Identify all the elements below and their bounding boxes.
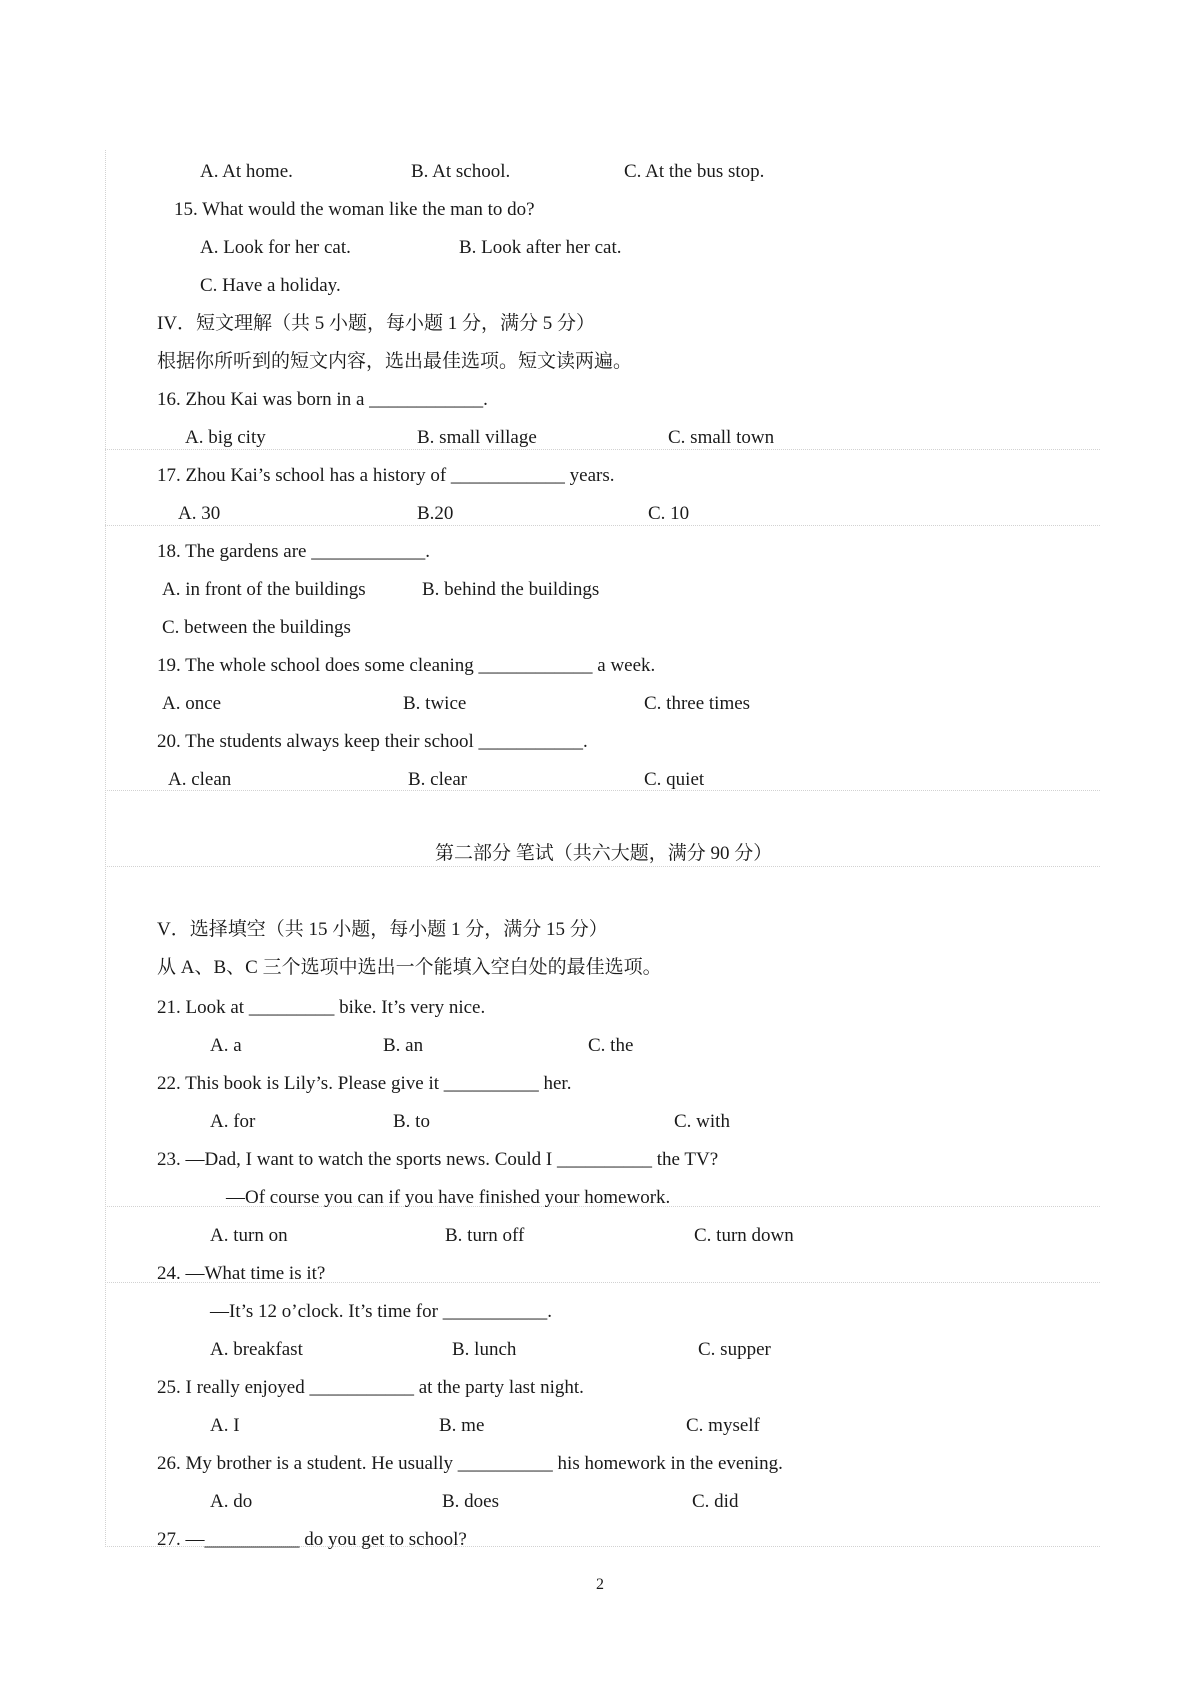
dialogue-reply: —It’s 12 o’clock. It’s time for ___________. <box>210 1301 552 1322</box>
option-text: A. once <box>162 693 222 714</box>
option-text: A. clean <box>168 769 232 790</box>
page-number: 2 <box>596 1576 604 1593</box>
part-title: 第二部分 笔试（共六大题，满分 90 分） <box>435 843 773 864</box>
option-text: A. a <box>210 1035 242 1056</box>
option-text: B. me <box>439 1415 485 1436</box>
option-text: C. turn down <box>694 1225 794 1246</box>
option-text: B. Look after her cat. <box>459 237 622 258</box>
question-text: 20. The students always keep their school ___________. <box>157 731 588 752</box>
question-text: 19. The whole school does some cleaning ____________ a week. <box>157 655 656 676</box>
question-text: 25. I really enjoyed ___________ at the party last night. <box>157 1377 584 1398</box>
option-text: A. big city <box>185 427 266 448</box>
option-text: C. did <box>692 1491 739 1512</box>
question-text: 23. —Dad, I want to watch the sports news. Could I __________ the TV? <box>157 1149 719 1170</box>
option-text: A. I <box>210 1415 240 1436</box>
option-text: B. behind the buildings <box>422 579 600 600</box>
dialogue-reply: —Of course you can if you have finished your homework. <box>226 1187 671 1208</box>
option-text: C. the <box>588 1035 634 1056</box>
option-text: C. supper <box>698 1339 771 1360</box>
question-text: 15. What would the woman like the man to do? <box>174 199 535 220</box>
option-text: B. does <box>442 1491 499 1512</box>
option-text: A. At home. <box>200 161 293 182</box>
option-text: A. in front of the buildings <box>162 579 366 600</box>
question-text: 17. Zhou Kai’s school has a history of ____________ years. <box>157 465 615 486</box>
option-text: B. small village <box>417 427 537 448</box>
question-text: 27. —__________ do you get to school? <box>157 1529 467 1550</box>
option-text: B. an <box>383 1035 424 1056</box>
question-text: 16. Zhou Kai was born in a ____________. <box>157 389 488 410</box>
question-text: 21. Look at _________ bike. It’s very nice. <box>157 997 486 1018</box>
section-title: V．选择填空（共 15 小题，每小题 1 分，满分 15 分） <box>157 919 608 940</box>
option-text: C. between the buildings <box>162 617 351 638</box>
option-text: B. to <box>393 1111 430 1132</box>
option-text: B. At school. <box>411 161 511 182</box>
option-text: A. Look for her cat. <box>200 237 351 258</box>
guide-line <box>105 790 1100 791</box>
question-text: 24. —What time is it? <box>157 1263 326 1284</box>
option-text: B. clear <box>408 769 468 790</box>
option-text: C. quiet <box>644 769 705 790</box>
section-title: IV．短文理解（共 5 小题，每小题 1 分，满分 5 分） <box>157 313 596 334</box>
option-text: B. turn off <box>445 1225 525 1246</box>
question-text: 18. The gardens are ____________. <box>157 541 430 562</box>
option-text: A. breakfast <box>210 1339 303 1360</box>
margin-guide-line <box>105 150 106 1545</box>
option-text: B. lunch <box>452 1339 517 1360</box>
guide-line <box>105 866 1100 867</box>
option-text: A. turn on <box>210 1225 288 1246</box>
section-instructions: 从 A、B、C 三个选项中选出一个能填入空白处的最佳选项。 <box>157 957 662 978</box>
option-text: C. 10 <box>648 503 690 524</box>
option-text: C. At the bus stop. <box>624 161 765 182</box>
question-text: 22. This book is Lily’s. Please give it __________ her. <box>157 1073 572 1094</box>
question-text: 26. My brother is a student. He usually __________ his homework in the evening. <box>157 1453 783 1474</box>
option-text: C. myself <box>686 1415 760 1436</box>
option-text: C. Have a holiday. <box>200 275 341 296</box>
option-text: A. 30 <box>178 503 221 524</box>
option-text: C. with <box>674 1111 730 1132</box>
option-text: B. twice <box>403 693 467 714</box>
section-instructions: 根据你所听到的短文内容，选出最佳选项。短文读两遍。 <box>157 351 633 372</box>
option-text: C. three times <box>644 693 751 714</box>
guide-line <box>105 525 1100 526</box>
option-text: C. small town <box>668 427 775 448</box>
option-text: A. do <box>210 1491 253 1512</box>
option-text: A. for <box>210 1111 256 1132</box>
option-text: B.20 <box>417 503 454 524</box>
